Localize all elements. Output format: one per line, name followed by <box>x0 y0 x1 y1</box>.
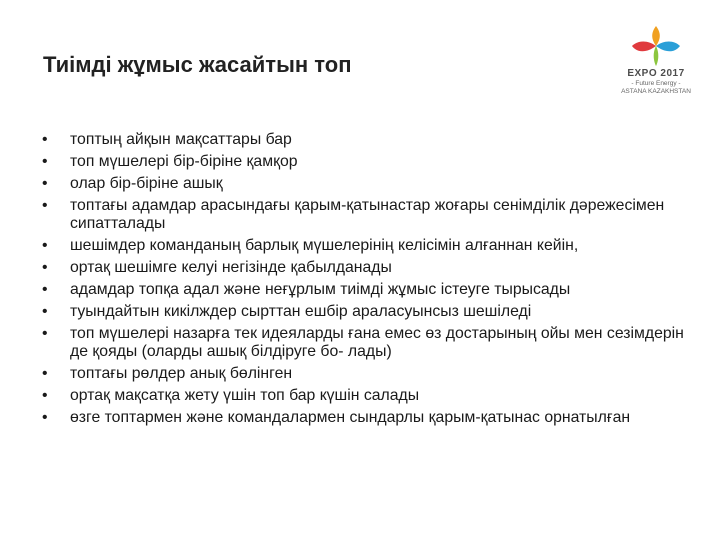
list-item-text: ортақ мақсатқа жету үшін топ бар күшін салады <box>70 387 420 404</box>
bullet-marker: • <box>42 237 48 254</box>
bullet-marker: • <box>42 281 48 298</box>
list-item-text: топтағы адамдар арасындағы қарым-қатынастар жоғары сенімділік дәрежесімен сипатталады <box>70 197 665 232</box>
list-item-text: топ мүшелері назарға тек идеяларды ғана емес өз достарының ойы мен сезімдерін де қояды (оларды ашық білдіруге бо- лады) <box>70 325 684 360</box>
list-item-text: ортақ шешімге келуі негізінде қабылданады <box>70 259 392 276</box>
bullet-marker: • <box>42 325 48 342</box>
bullet-marker: • <box>42 259 48 276</box>
list-item-text: туындайтын кикілждер сырттан ешбір араласуынсыз шешіледі <box>70 303 532 320</box>
bullet-marker: • <box>42 197 48 214</box>
bullet-marker: • <box>42 153 48 170</box>
bullet-marker: • <box>42 365 48 382</box>
list-item-text: өзге топтармен және командалармен сындарлы қарым-қатынас орнатылған <box>70 409 631 426</box>
page-title: Тиімді жұмыс жасайтын топ <box>43 52 352 77</box>
list-item-text: топтағы рөлдер анық бөлінген <box>70 365 293 382</box>
list-item <box>42 153 692 171</box>
bullet-marker: • <box>42 387 48 404</box>
logo-location: ASTANA KAZAKHSTAN <box>621 88 691 95</box>
list-item <box>42 131 692 149</box>
bullet-list <box>42 131 692 431</box>
list-item-text: олар бір-біріне ашық <box>70 175 223 192</box>
logo-text: EXPO 2017 <box>627 68 685 79</box>
list-item-text: шешімдер команданың барлық мүшелерінің келісімін алғаннан кейін, <box>70 237 579 254</box>
expo-flame-icon <box>628 24 684 68</box>
bullet-marker: • <box>42 303 48 320</box>
list-item-text: топ мүшелері бір-біріне қамқор <box>70 153 298 170</box>
bullet-marker: • <box>42 175 48 192</box>
list-item <box>42 365 692 383</box>
list-item <box>42 197 692 233</box>
list-item <box>42 409 692 427</box>
list-item <box>42 303 692 321</box>
bullet-marker: • <box>42 409 48 426</box>
list-item <box>42 237 692 255</box>
list-item-text: адамдар топқа адал және неғұрлым тиімді жұмыс істеуге тырысады <box>70 281 571 298</box>
list-item <box>42 325 692 361</box>
logo-tagline: - Future Energy - <box>631 80 681 87</box>
list-item <box>42 175 692 193</box>
expo-2017-logo <box>612 24 700 100</box>
list-item <box>42 387 692 405</box>
list-item-text: топтың айқын мақсаттары бар <box>70 131 292 148</box>
logo-subtext <box>612 80 700 96</box>
list-item <box>42 259 692 277</box>
bullet-marker: • <box>42 131 48 148</box>
list-item <box>42 281 692 299</box>
